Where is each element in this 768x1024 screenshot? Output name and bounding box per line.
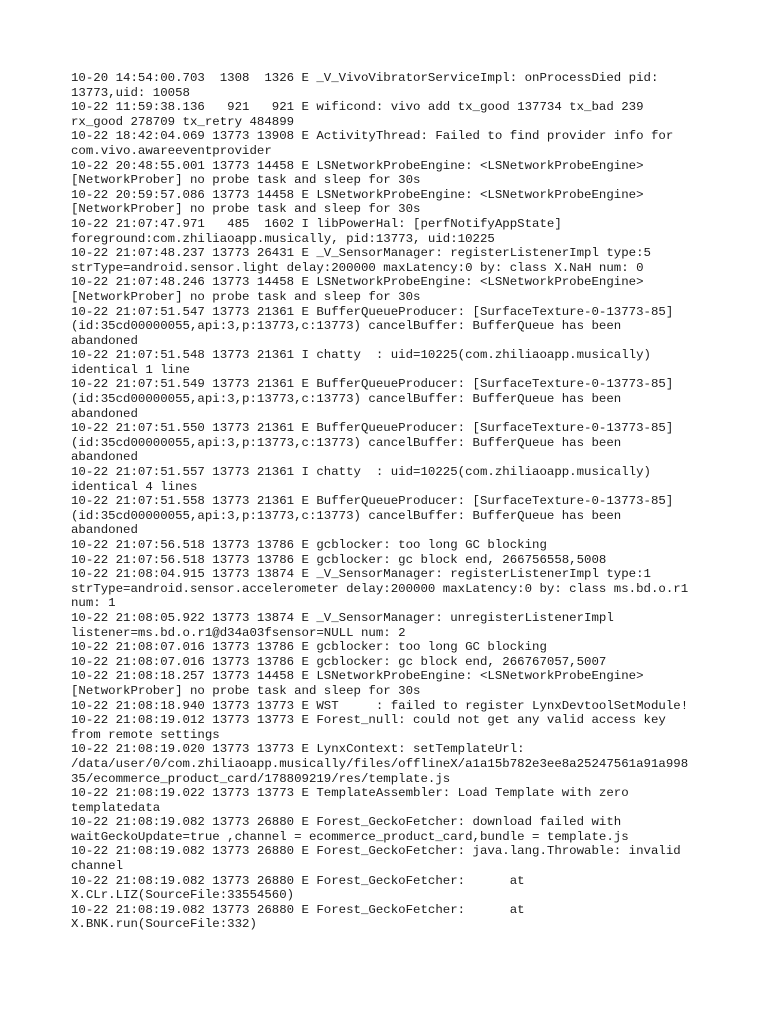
log-line: (id:35cd00000055,api:3,p:13773,c:13773) cancelBuffer: BufferQueue has been [71,435,622,450]
log-line: 10-22 21:07:51.550 13773 21361 E BufferQueueProducer: [SurfaceTexture-0-13773-85] [71,421,674,436]
log-line: 10-22 21:08:19.082 13773 26880 E Forest_GeckoFetcher: at [71,873,525,888]
log-line: 13773,uid: 10058 [71,85,190,100]
log-line: 35/ecommerce_product_card/178809219/res/template.js [71,771,451,786]
log-line: /data/user/0/com.zhiliaoapp.musically/files/offlineX/a1a15b782e3ee8a25247561a91a998 [71,756,689,771]
log-line: 10-22 18:42:04.069 13773 13908 E ActivityThread: Failed to find provider info for [71,129,674,144]
log-line: 10-22 21:07:47.971 485 1602 I libPowerHal: [perfNotifyAppState] [71,216,562,231]
log-line: 10-22 21:08:07.016 13773 13786 E gcblocker: too long GC blocking [71,640,547,655]
log-line: 10-22 21:07:56.518 13773 13786 E gcblocker: gc block end, 266756558,5008 [71,552,607,567]
log-line: 10-22 21:08:18.257 13773 14458 E LSNetworkProbeEngine: <LSNetworkProbeEngine> [71,669,644,684]
log-line: foreground:com.zhiliaoapp.musically, pid:13773, uid:10225 [71,231,495,246]
log-line: abandoned [71,333,138,348]
log-line: (id:35cd00000055,api:3,p:13773,c:13773) cancelBuffer: BufferQueue has been [71,392,622,407]
log-line: [NetworkProber] no probe task and sleep for 30s [71,289,421,304]
log-line: 10-22 20:48:55.001 13773 14458 E LSNetworkProbeEngine: <LSNetworkProbeEngine> [71,158,644,173]
log-line: 10-22 21:08:18.940 13773 13773 E WST : failed to register LynxDevtoolSetModule! [71,698,689,713]
log-text-block [71,71,701,932]
log-line: 10-22 21:08:19.012 13773 13773 E Forest_null: could not get any valid access key [71,713,666,728]
log-line: 10-22 21:07:51.557 13773 21361 I chatty : uid=10225(com.zhiliaoapp.musically) [71,465,651,480]
log-line: 10-22 21:07:51.558 13773 21361 E BufferQueueProducer: [SurfaceTexture-0-13773-85] [71,494,674,509]
log-line: from remote settings [71,727,220,742]
log-line: identical 1 line [71,362,190,377]
log-line: 10-22 21:08:05.922 13773 13874 E _V_SensorManager: unregisterListenerImpl [71,610,614,625]
log-line: num: 1 [71,596,116,611]
log-line: 10-22 21:08:19.082 13773 26880 E Forest_GeckoFetcher: java.lang.Throwable: invalid [71,844,681,859]
log-line: 10-22 20:59:57.086 13773 14458 E LSNetworkProbeEngine: <LSNetworkProbeEngine> [71,187,644,202]
log-line: [NetworkProber] no probe task and sleep for 30s [71,202,421,217]
log-line: rx_good 278709 tx_retry 484899 [71,114,295,129]
log-line: abandoned [71,450,138,465]
log-line: 10-22 21:08:19.082 13773 26880 E Forest_GeckoFetcher: download failed with [71,815,622,830]
log-line: 10-22 21:07:51.548 13773 21361 I chatty : uid=10225(com.zhiliaoapp.musically) [71,348,651,363]
log-line: strType=android.sensor.accelerometer delay:200000 maxLatency:0 by: class ms.bd.o.r1 [71,581,689,596]
log-line: X.CLr.LIZ(SourceFile:33554560) [71,888,295,903]
log-line: 10-22 21:08:19.022 13773 13773 E TemplateAssembler: Load Template with zero [71,786,629,801]
log-line: 10-22 21:07:56.518 13773 13786 E gcblocker: too long GC blocking [71,538,547,552]
log-line: 10-22 21:07:48.246 13773 14458 E LSNetworkProbeEngine: <LSNetworkProbeEngine> [71,275,644,290]
log-line: identical 4 lines [71,479,198,494]
log-line: 10-22 21:08:07.016 13773 13786 E gcblocker: gc block end, 266767057,5007 [71,654,607,669]
log-line: strType=android.sensor.light delay:200000 maxLatency:0 by: class X.NaH num: 0 [71,260,644,275]
log-line: X.BNK.run(SourceFile:332) [71,917,257,932]
log-line: listener=ms.bd.o.r1@d34a03fsensor=NULL num: 2 [71,625,406,640]
log-line: 10-20 14:54:00.703 1308 1326 E _V_VivoVibratorServiceImpl: onProcessDied pid: [71,71,659,85]
log-line: 10-22 11:59:38.136 921 921 E wificond: vivo add tx_good 137734 tx_bad 239 [71,100,644,115]
log-line: com.vivo.awareeventprovider [71,143,272,158]
log-line: abandoned [71,406,138,421]
log-line: (id:35cd00000055,api:3,p:13773,c:13773) cancelBuffer: BufferQueue has been [71,508,622,523]
log-line: 10-22 21:07:51.547 13773 21361 E BufferQueueProducer: [SurfaceTexture-0-13773-85] [71,304,674,319]
log-line: channel [71,859,124,874]
log-line: abandoned [71,523,138,538]
log-line: 10-22 21:07:51.549 13773 21361 E BufferQueueProducer: [SurfaceTexture-0-13773-85] [71,377,674,392]
log-line: templatedata [71,800,161,815]
log-line: (id:35cd00000055,api:3,p:13773,c:13773) cancelBuffer: BufferQueue has been [71,319,622,334]
log-line: waitGeckoUpdate=true ,channel = ecommerce_product_card,bundle = template.js [71,829,629,844]
log-line: [NetworkProber] no probe task and sleep for 30s [71,683,421,698]
log-line: [NetworkProber] no probe task and sleep for 30s [71,173,421,188]
log-line: 10-22 21:08:19.082 13773 26880 E Forest_GeckoFetcher: at [71,902,525,917]
log-line: 10-22 21:08:04.915 13773 13874 E _V_SensorManager: registerListenerImpl type:1 [71,567,651,582]
log-line: 10-22 21:08:19.020 13773 13773 E LynxContext: setTemplateUrl: [71,742,525,757]
log-line: 10-22 21:07:48.237 13773 26431 E _V_SensorManager: registerListenerImpl type:5 [71,246,651,261]
